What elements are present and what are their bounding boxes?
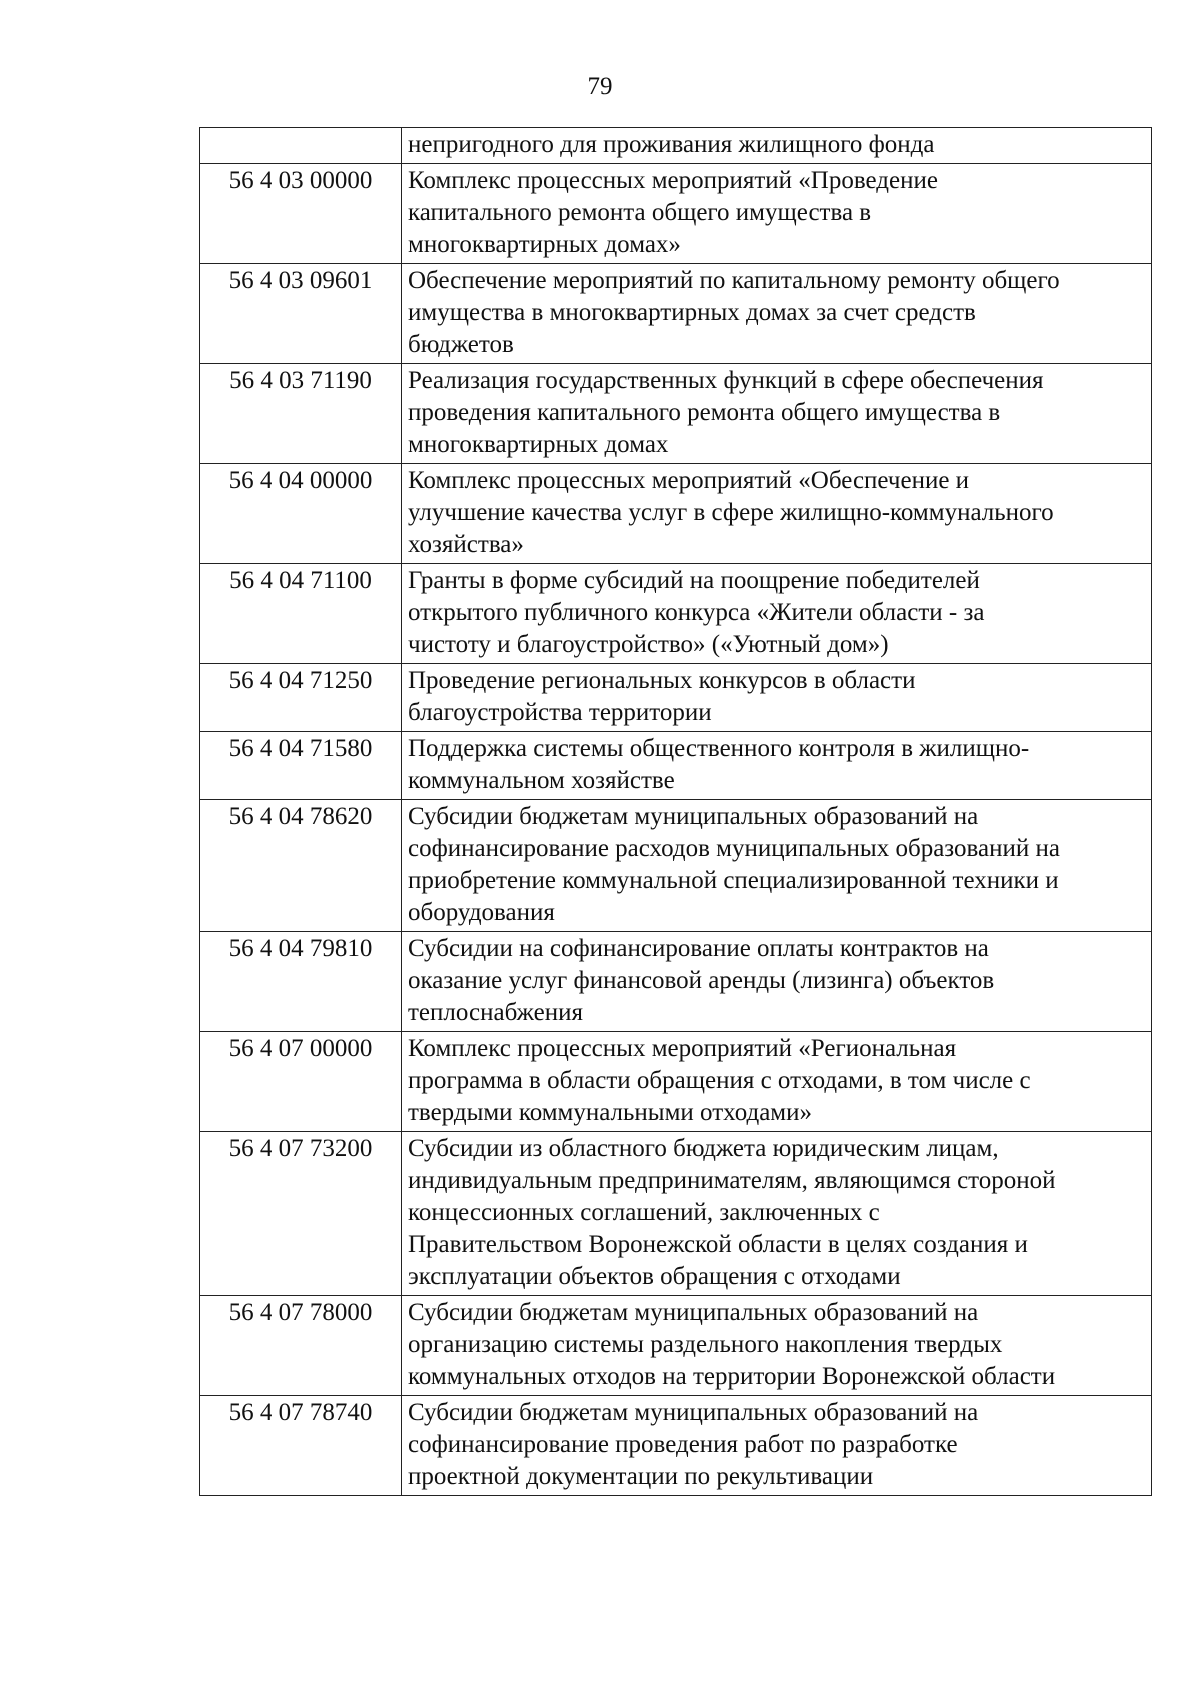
table-row — [200, 932, 1152, 1032]
table-row — [200, 364, 1152, 464]
description-line: теплоснабжения — [408, 999, 583, 1026]
expense-description — [402, 564, 1152, 664]
classification-code: 56 4 07 73200 — [200, 1132, 402, 1296]
description-line: Субсидии бюджетам муниципальных образований на — [408, 1299, 979, 1326]
classification-code: 56 4 07 00000 — [200, 1032, 402, 1132]
classification-code: 56 4 07 78740 — [200, 1396, 402, 1496]
description-line: Комплекс процессных мероприятий «Проведение — [408, 167, 938, 194]
description-line: приобретение коммунальной специализированной техники и — [408, 867, 1059, 894]
classification-code: 56 4 04 71250 — [200, 664, 402, 732]
description-line: чистоту и благоустройство» («Уютный дом») — [408, 631, 889, 658]
expense-description — [402, 932, 1152, 1032]
description-line: программа в области обращения с отходами, в том числе с — [408, 1067, 1031, 1094]
page-number: 79 — [587, 73, 613, 100]
classification-code: 56 4 03 09601 — [200, 264, 402, 364]
description-line: Субсидии на софинансирование оплаты контрактов на — [408, 935, 989, 962]
table-row — [200, 1296, 1152, 1396]
expense-description — [402, 464, 1152, 564]
description-line: проведения капитального ремонта общего имущества в — [408, 399, 1001, 426]
classification-code: 56 4 04 78620 — [200, 800, 402, 932]
description-line: Субсидии из областного бюджета юридическим лицам, — [408, 1135, 999, 1162]
table-row — [200, 664, 1152, 732]
expense-description — [402, 664, 1152, 732]
budget-classification-table — [199, 127, 1152, 1496]
classification-code: 56 4 04 00000 — [200, 464, 402, 564]
description-line: Обеспечение мероприятий по капитальному ремонту общего — [408, 267, 1060, 294]
description-line: софинансирование проведения работ по разработке — [408, 1431, 958, 1458]
description-line: эксплуатации объектов обращения с отходами — [408, 1263, 901, 1290]
classification-code: 56 4 04 71100 — [200, 564, 402, 664]
expense-description — [402, 1032, 1152, 1132]
description-line: Субсидии бюджетам муниципальных образований на — [408, 1399, 979, 1426]
classification-code: 56 4 03 00000 — [200, 164, 402, 264]
description-line: твердыми коммунальными отходами» — [408, 1099, 812, 1126]
description-line: бюджетов — [408, 331, 514, 358]
description-line: хозяйства» — [408, 531, 524, 558]
description-line: софинансирование расходов муниципальных образований на — [408, 835, 1060, 862]
table-row — [200, 164, 1152, 264]
description-line: имущества в многоквартирных домах за счет средств — [408, 299, 976, 326]
expense-description — [402, 1396, 1152, 1496]
table-row — [200, 800, 1152, 932]
expense-description — [402, 1296, 1152, 1396]
classification-code: 56 4 03 71190 — [200, 364, 402, 464]
table-row — [200, 732, 1152, 800]
table-row — [200, 264, 1152, 364]
table-row — [200, 1132, 1152, 1296]
classification-code: 56 4 04 71580 — [200, 732, 402, 800]
classification-code — [200, 128, 402, 164]
description-line: Гранты в форме субсидий на поощрение победителей — [408, 567, 980, 594]
classification-code: 56 4 07 78000 — [200, 1296, 402, 1396]
description-line: коммунальном хозяйстве — [408, 767, 675, 794]
description-line: Поддержка системы общественного контроля в жилищно- — [408, 735, 1030, 762]
description-line: Комплекс процессных мероприятий «Региональная — [408, 1035, 957, 1062]
description-line: капитального ремонта общего имущества в — [408, 199, 872, 226]
description-line: непригодного для проживания жилищного фонда — [408, 131, 935, 158]
table-row — [200, 128, 1152, 164]
description-line: открытого публичного конкурса «Жители области - за — [408, 599, 985, 626]
table-row — [200, 1396, 1152, 1496]
expense-description — [402, 732, 1152, 800]
description-line: многоквартирных домах — [408, 431, 669, 458]
expense-description — [402, 1132, 1152, 1296]
description-line: благоустройства территории — [408, 699, 712, 726]
table-row — [200, 1032, 1152, 1132]
description-line: оказание услуг финансовой аренды (лизинга) объектов — [408, 967, 995, 994]
description-line: Субсидии бюджетам муниципальных образований на — [408, 803, 979, 830]
description-line: Реализация государственных функций в сфере обеспечения — [408, 367, 1044, 394]
expense-description — [402, 128, 1152, 164]
description-line: Проведение региональных конкурсов в области — [408, 667, 916, 694]
expense-description — [402, 800, 1152, 932]
description-line: многоквартирных домах» — [408, 231, 681, 258]
description-line: Правительством Воронежской области в целях создания и — [408, 1231, 1028, 1258]
expense-description — [402, 164, 1152, 264]
description-line: Комплекс процессных мероприятий «Обеспечение и — [408, 467, 970, 494]
description-line: организацию системы раздельного накопления твердых — [408, 1331, 1003, 1358]
table-row — [200, 564, 1152, 664]
description-line: коммунальных отходов на территории Воронежской области — [408, 1363, 1056, 1390]
description-line: улучшение качества услуг в сфере жилищно-коммунального — [408, 499, 1054, 526]
table-body — [200, 128, 1152, 1496]
classification-code: 56 4 04 79810 — [200, 932, 402, 1032]
expense-description — [402, 264, 1152, 364]
description-line: проектной документации по рекультивации — [408, 1463, 874, 1490]
description-line: концессионных соглашений, заключенных с — [408, 1199, 880, 1226]
description-line: оборудования — [408, 899, 555, 926]
table-row — [200, 464, 1152, 564]
description-line: индивидуальным предпринимателям, являющимся стороной — [408, 1167, 1056, 1194]
expense-description — [402, 364, 1152, 464]
